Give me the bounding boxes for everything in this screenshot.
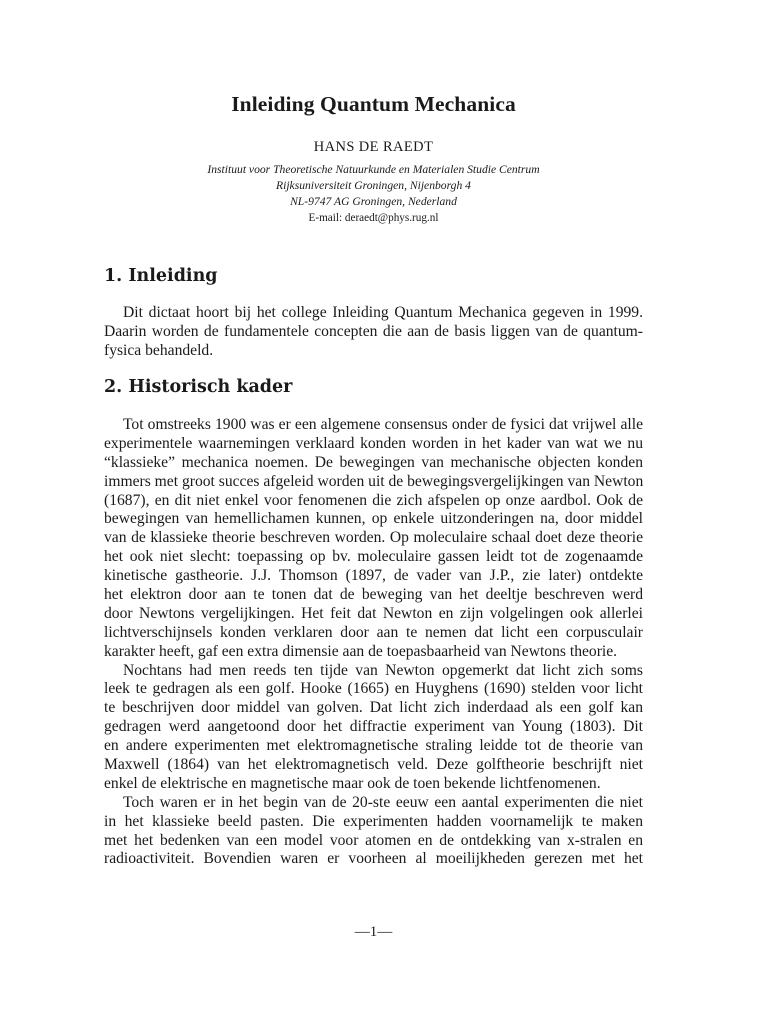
paragraph-line: Toch waren er in het begin van de 20-ste eeuw een aantal experimenten die niet	[123, 793, 643, 811]
paragraph-line: radioactiviteit. Bovendien waren er voorheen al moeilijkheden gerezen met het	[104, 850, 643, 868]
paragraph-line: “klassieke” mechanica noemen. De bewegingen van mechanische objecten konden	[104, 453, 643, 471]
section-heading-inleiding: 1. Inleiding	[104, 266, 218, 286]
paragraph-line: experimentele waarnemingen verklaard konden worden in het kader van wat we nu	[104, 434, 643, 452]
paragraph-line: Nochtans had men reeds ten tijde van Newton opgemerkt dat licht zich soms	[123, 661, 643, 679]
affiliation-block	[104, 162, 643, 226]
paragraph-line: in het klassieke beeld pasten. Die experimenten hadden voornamelijk te maken	[104, 812, 643, 830]
author-name: HANS DE RAEDT	[313, 139, 434, 155]
paragraph-line: het elektron door aan te tonen dat de beweging van het deeltje beschreven werd	[104, 586, 643, 604]
page-number: —1—	[354, 924, 393, 940]
affiliation-university: Rijksuniversiteit Groningen, Nijenborgh 4	[276, 179, 471, 192]
paragraph-line: Daarin worden de fundamentele concepten die aan de basis liggen van de quantum-	[104, 322, 643, 340]
paragraph-line: het ook niet slecht: toepassing op bv. moleculaire gassen leidt tot de zogenaamde	[104, 548, 643, 566]
paragraph-line: gedragen werd aangetoond door het diffractie experiment van Young (1803). Dit	[104, 718, 643, 736]
paragraph-line: Tot omstreeks 1900 was er een algemene consensus onder de fysici dat vrijwel alle	[123, 416, 643, 433]
section-paragraph-inleiding	[104, 304, 643, 361]
affiliation-institute: Instituut voor Theoretische Natuurkunde en Materialen Studie Centrum	[207, 163, 540, 176]
paper-title: Inleiding Quantum Mechanica	[231, 92, 516, 116]
paragraph-line: leek te gedragen als een golf. Hooke (1665) en Huyghens (1690) stelden voor licht	[104, 680, 643, 698]
paragraph-line: van de klassieke theorie beschreven worden. Op moleculaire schaal doet deze theorie	[104, 529, 643, 547]
paragraph-line: karakter heeft, gaf een extra dimensie aan de toepasbaarheid van Newtons theorie.	[104, 642, 618, 660]
paragraph-line: lichtverschijnsels konden verklaren door aan te nemen dat licht een corpusculair	[104, 623, 643, 641]
document-page	[104, 0, 643, 1024]
paragraph-line: immers met groot succes afgeleid worden uit de bewegingsvergelijkingen van Newton	[104, 472, 644, 490]
paragraph-line: door Newtons vergelijkingen. Het feit dat Newton en zijn volgelingen ook allerlei	[104, 604, 643, 622]
section-heading-historisch-kader: 2. Historisch kader	[104, 377, 293, 397]
paragraph-line: met het bedenken van een model voor atomen en de ontdekking van x-stralen en	[104, 831, 643, 849]
paragraph-line: Dit dictaat hoort bij het college Inleiding Quantum Mechanica gegeven in 1999.	[123, 304, 643, 321]
paragraph-line: en andere experimenten met elektromagnetische straling leidde tot de theorie van	[104, 737, 643, 755]
paragraph-line: te beschrijven door middel van golven. Dat licht zich inderdaad als een golf kan	[104, 699, 643, 717]
section-paragraph-historisch-kader	[104, 416, 643, 869]
paragraph-line: enkel de elektrische en magnetische maar ook de toen bekende lichtfenomenen.	[104, 774, 601, 792]
paragraph-line: bewegingen van hemellichamen kunnen, op enkele uitzonderingen na, door middel	[104, 510, 643, 528]
author-email: E-mail: deraedt@phys.rug.nl	[308, 212, 439, 224]
paragraph-line: fysica behandeld.	[104, 341, 214, 359]
paragraph-line: Maxwell (1864) van het elektromagnetisch veld. Deze golftheorie beschrijft niet	[104, 756, 643, 774]
affiliation-address: NL-9747 AG Groningen, Nederland	[290, 195, 457, 208]
paragraph-line: (1687), en dit niet enkel voor fenomenen die zich afspelen op onze aardbol. Ook de	[104, 491, 643, 509]
paragraph-line: kinetische gastheorie. J.J. Thomson (1897, de vader van J.P., zie later) ontdekte	[104, 567, 643, 585]
